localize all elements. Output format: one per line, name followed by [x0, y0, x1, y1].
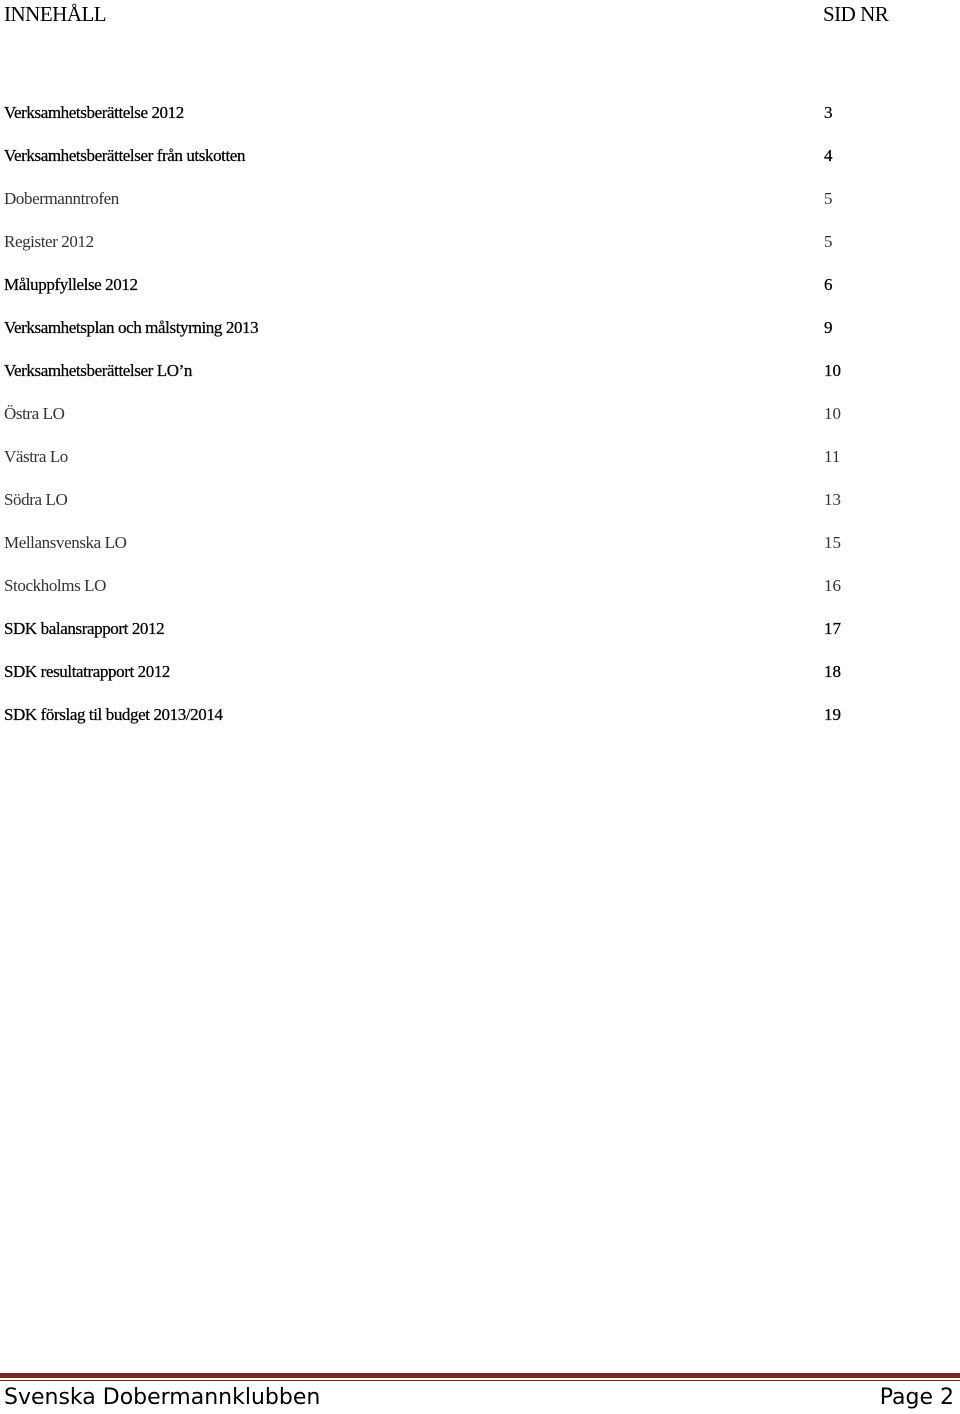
- table-of-contents: [0, 101, 960, 746]
- toc-entry-title: SDK förslag til budget 2013/2014: [4, 705, 223, 724]
- toc-entry: [0, 488, 960, 531]
- toc-entry-page: 6: [824, 275, 833, 294]
- toc-entry-title: Verksamhetsberättelser LO’n: [4, 361, 192, 380]
- toc-entry: [0, 617, 960, 660]
- toc-entry-page: 3: [824, 103, 833, 122]
- toc-entry-title: Verksamhetsberättelse 2012: [4, 103, 184, 122]
- footer-page-number: Page 2: [879, 1385, 954, 1410]
- toc-entry-page: 5: [824, 189, 833, 208]
- toc-entry: [0, 144, 960, 187]
- toc-entry-title: Östra LO: [4, 404, 65, 423]
- footer-organization: Svenska Dobermannklubben: [4, 1385, 321, 1410]
- toc-entry: [0, 187, 960, 230]
- toc-entry: [0, 101, 960, 144]
- toc-entry: [0, 316, 960, 359]
- footer-divider-thin: [0, 1380, 960, 1381]
- toc-entry: [0, 574, 960, 617]
- toc-entry-title: Verksamhetsberättelser från utskotten: [4, 146, 246, 165]
- toc-entry-page: 18: [824, 662, 841, 681]
- toc-entry-page: 9: [824, 318, 833, 337]
- toc-entry-title: Verksamhetsplan och målstyrning 2013: [4, 318, 259, 337]
- toc-entry-page: 19: [824, 705, 841, 724]
- footer-divider: [0, 1373, 960, 1378]
- toc-entry: [0, 359, 960, 402]
- toc-entry-title: Dobermanntrofen: [4, 189, 119, 208]
- toc-entry-title: Västra Lo: [4, 447, 68, 466]
- toc-entry: [0, 273, 960, 316]
- toc-entry: [0, 531, 960, 574]
- toc-entry-page: 10: [824, 404, 841, 423]
- toc-entry-page: 4: [824, 146, 833, 165]
- toc-entry-title: SDK balansrapport 2012: [4, 619, 165, 638]
- toc-entry-title: Södra LO: [4, 490, 68, 509]
- toc-heading: INNEHÅLL: [4, 2, 107, 26]
- toc-entry-page: 16: [824, 576, 841, 595]
- toc-entry-page: 17: [824, 619, 841, 638]
- toc-entry: [0, 703, 960, 746]
- toc-entry-title: Stockholms LO: [4, 576, 106, 595]
- toc-entry: [0, 230, 960, 273]
- toc-entry-title: Måluppfyllelse 2012: [4, 275, 138, 294]
- toc-entry-page: 13: [824, 490, 841, 509]
- toc-entry: [0, 660, 960, 703]
- toc-entry-page: 11: [824, 447, 841, 466]
- toc-entry-page: 15: [824, 533, 841, 552]
- page-number-column-heading: SID NR: [823, 2, 889, 26]
- toc-entry-title: Mellansvenska LO: [4, 533, 127, 552]
- toc-entry-page: 10: [824, 361, 841, 380]
- toc-entry-title: Register 2012: [4, 232, 94, 251]
- toc-entry-title: SDK resultatrapport 2012: [4, 662, 171, 681]
- toc-entry-page: 5: [824, 232, 833, 251]
- toc-entry: [0, 445, 960, 488]
- toc-entry: [0, 402, 960, 445]
